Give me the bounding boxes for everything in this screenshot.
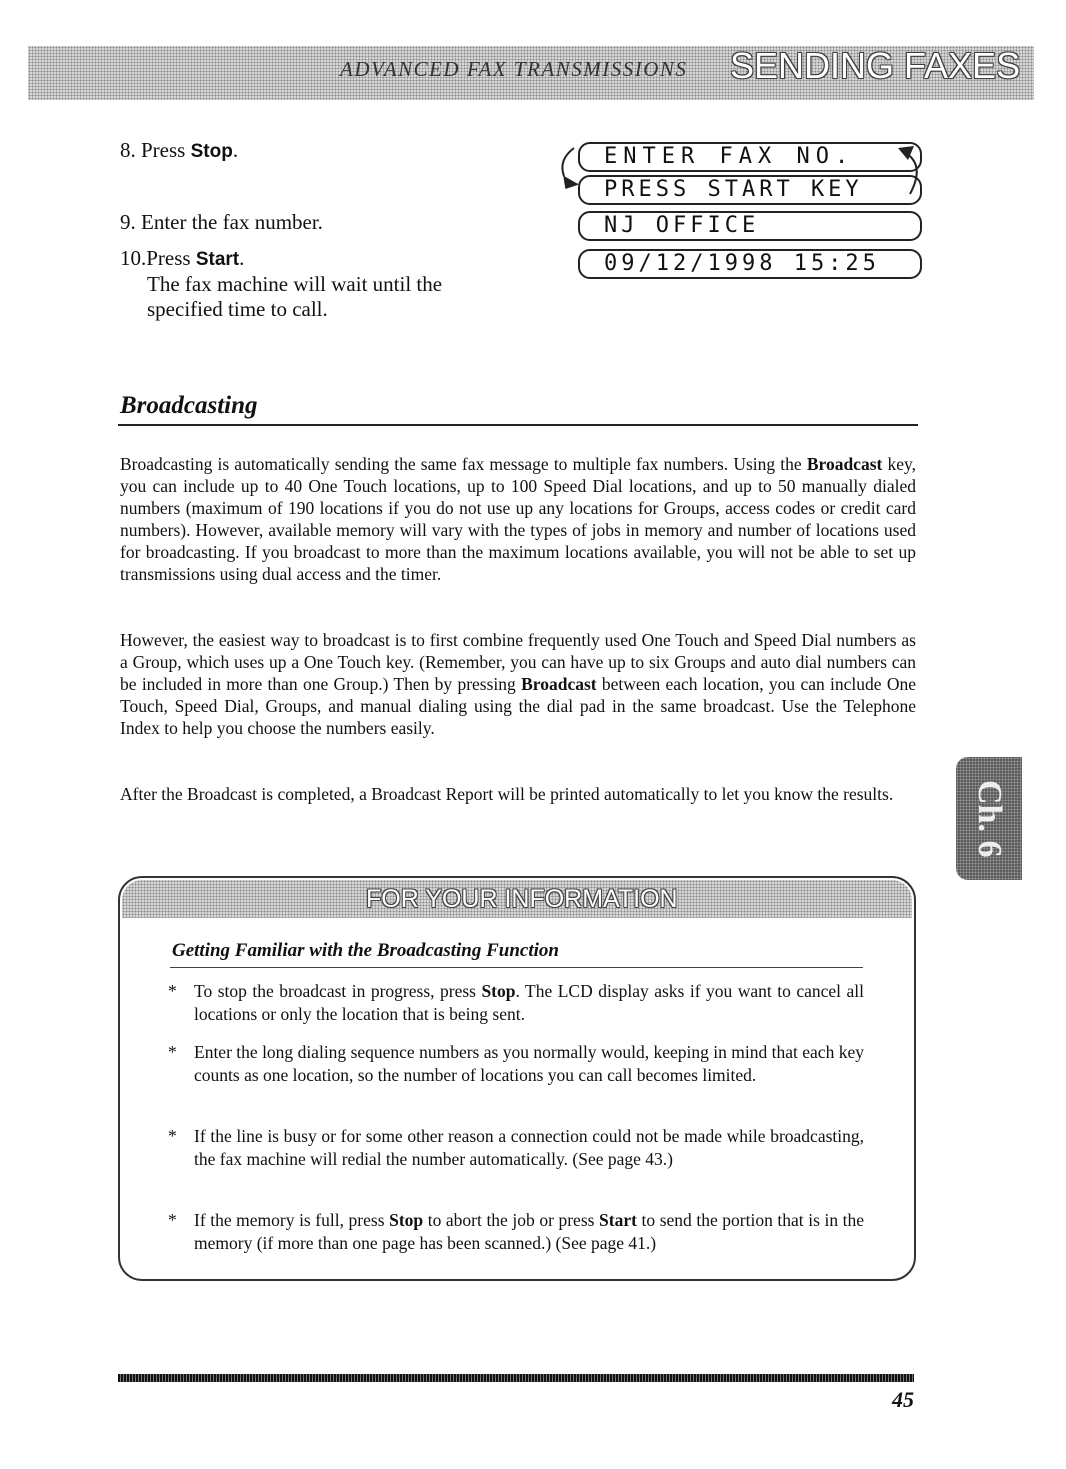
info-bullet-3: * If the line is busy or for some other reason a connection could not be made while broadcasting, the fax machine will redial the number automatically. (See page 43.)	[168, 1126, 864, 1169]
info-bullet-2: * Enter the long dialing sequence numbers as you normally would, keeping in mind that each key counts as one location, so the number of locations you can call becomes limited.	[168, 1042, 864, 1085]
info-divider	[170, 967, 863, 968]
lcd-text: NJ OFFICE	[604, 213, 760, 238]
step-suffix: .	[232, 138, 239, 162]
bullet-marker: *	[168, 1042, 177, 1062]
lcd-text: ENTER FAX NO.	[604, 144, 855, 169]
step-number: 8.	[120, 138, 136, 162]
info-subtitle: Getting Familiar with the Broadcasting Function	[172, 940, 559, 961]
step-key-stop: Stop	[190, 141, 233, 162]
info-bullet-1: * To stop the broadcast in progress, press Stop. The LCD display asks if you want to cancel all locations or only the location that is being sent.	[168, 981, 864, 1024]
lcd-text: PRESS START KEY	[604, 177, 863, 202]
header-section-label: ADVANCED FAX TRANSMISSIONS	[340, 57, 688, 81]
step-prefix: Press	[141, 138, 186, 162]
header-chapter-title: SENDING FAXES	[730, 45, 1021, 86]
start-key-label: Start	[599, 1210, 637, 1230]
step-number: 10.	[120, 246, 147, 270]
step-suffix: .	[239, 246, 245, 270]
broadcast-key-label: Broadcast	[521, 674, 597, 694]
lcd-line-3	[578, 211, 922, 241]
step-note: The fax machine will wait until the specified time to call.	[147, 272, 443, 321]
info-banner-title: FOR YOUR INFORMATION	[366, 885, 678, 913]
lcd-line-4	[578, 249, 922, 279]
footer-bar	[118, 1374, 914, 1382]
chapter-tab-label: Ch. 6	[971, 779, 1008, 858]
paragraph-3: After the Broadcast is completed, a Broadcast Report will be printed automatically to let you know the results.	[120, 784, 894, 804]
step-prefix: Press	[146, 246, 191, 270]
lcd-line-2	[578, 175, 922, 205]
lcd-text: 09/12/1998 15:25	[604, 251, 880, 276]
step-key-start: Start	[195, 249, 240, 270]
stop-key-label: Stop	[389, 1210, 424, 1230]
bullet-marker: *	[168, 1210, 177, 1230]
lcd-line-1	[578, 142, 922, 172]
bullet-marker: *	[168, 1126, 177, 1146]
step-text: Enter the fax number.	[141, 210, 323, 234]
paragraph-2: However, the easiest way to broadcast is to first combine frequently used One Touch and Speed Dial numbers as a Group, which uses up a One Touch key. (Remember, you can have up to six Groups and auto dial numbers can be included in more than one Group.) Then by pressing Broadcast between each location, you can include One Touch, Speed Dial, Groups, and manual dialing using the dial pad in the same broadcast. Use the Telephone Index to help you choose the numbers easily.	[120, 630, 916, 738]
stop-key-label: Stop	[481, 981, 516, 1001]
page-number: 45	[892, 1387, 914, 1412]
bullet-marker: *	[168, 981, 177, 1001]
paragraph-1: Broadcasting is automatically sending the same fax message to multiple fax numbers. Using the Broadcast key, you can include up to 40 One Touch locations, up to 100 Speed Dial locations, and up to 50 manually dialed numbers (maximum of 190 locations if you do not use up any locations for Groups, access codes or credit card numbers). However, available memory will vary with the types of jobs in memory and number of locations used for broadcasting. If you broadcast to more than the maximum locations available, you will not be able to set up transmissions using dual access and the timer.	[120, 454, 917, 584]
broadcast-key-label: Broadcast	[806, 454, 883, 474]
section-divider	[118, 424, 918, 426]
info-bullet-4: * If the memory is full, press Stop to abort the job or press Start to send the portion that is in the memory (if more than one page has been scanned.) (See page 41.)	[168, 1210, 865, 1253]
step-10	[120, 245, 244, 273]
step-number: 9.	[120, 210, 136, 234]
step-8	[120, 137, 238, 165]
section-title: Broadcasting	[120, 392, 258, 419]
step-9	[120, 209, 323, 235]
chapter-tab	[956, 757, 1022, 880]
